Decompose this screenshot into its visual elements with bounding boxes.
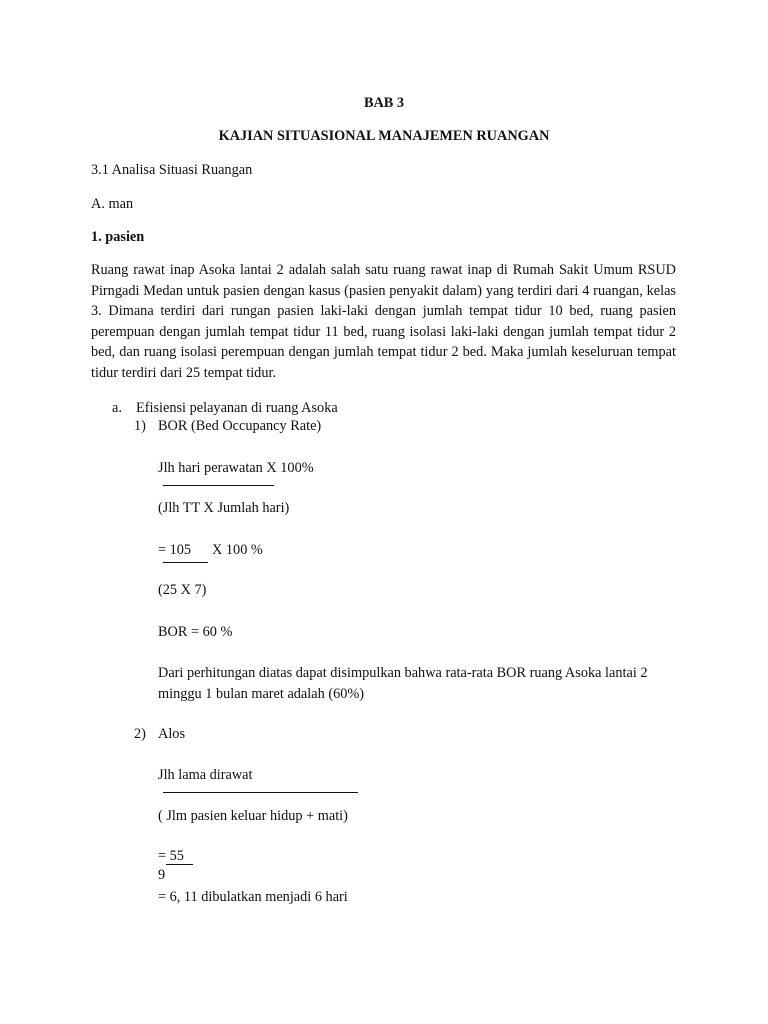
bor-fraction-line bbox=[163, 485, 274, 486]
bor-conclusion-line-2: minggu 1 bulan maret adalah (60%) bbox=[158, 686, 365, 702]
alos-calc-fraction-line bbox=[166, 864, 193, 865]
alos-title: Alos bbox=[158, 726, 186, 742]
bor-calc-fraction-line bbox=[163, 562, 208, 563]
bor-calc-denominator: (25 X 7) bbox=[158, 582, 207, 598]
body-paragraph: Ruang rawat inap Asoka lantai 2 adalah salah satu ruang rawat inap di Rumah Sakit Umum RSUD Pirngadi Medan untuk pasien dengan kasus (pasien penyakit dalam) yang terdiri dari 4 ruangan, kelas 3. Dimana terdiri dari rungan pasien laki-laki dengan jumlah tempat tidur 10 bed, ruang pasien perempuan dengan jumlah tempat tidur 11 bed, ruang isolasi laki-laki dengan jumlah tempat tidur 2 bed, dan ruang isolasi perempuan dengan jumlah tempat tidur 2 bed. Maka jumlah keseluruan tempat tidur terdiri dari 25 tempat tidur. bbox=[91, 262, 676, 381]
bor-calc-multiplier: X 100 % bbox=[212, 542, 263, 558]
list-marker-2: 2) bbox=[134, 726, 146, 742]
bor-calc-value: = 105 bbox=[158, 542, 192, 558]
list-marker-1: 1) bbox=[134, 418, 146, 434]
chapter-title: KAJIAN SITUASIONAL MANAJEMEN RUANGAN bbox=[218, 128, 550, 144]
bor-denominator: (Jlh TT X Jumlah hari) bbox=[158, 500, 290, 516]
bor-result: BOR = 60 % bbox=[158, 624, 233, 640]
alos-numerator: Jlh lama dirawat bbox=[158, 767, 253, 783]
bor-title: BOR (Bed Occupancy Rate) bbox=[158, 418, 322, 434]
subheading: 1. pasien bbox=[91, 229, 145, 245]
alos-calc-denominator: 9 bbox=[158, 867, 166, 883]
alos-calc-value: = 55 bbox=[158, 848, 184, 864]
bor-conclusion-line-1: Dari perhitungan diatas dapat disimpulkan bahwa rata-rata BOR ruang Asoka lantai 2 bbox=[158, 665, 648, 681]
bor-numerator: Jlh hari perawatan X 100% bbox=[158, 460, 314, 476]
chapter-heading: BAB 3 bbox=[363, 95, 405, 111]
alos-result: = 6, 11 dibulatkan menjadi 6 hari bbox=[158, 889, 348, 905]
alos-denominator: ( Jlm pasien keluar hidup + mati) bbox=[158, 808, 348, 824]
list-item-a-text: Efisiensi pelayanan di ruang Asoka bbox=[136, 400, 338, 416]
list-marker-a: a. bbox=[112, 400, 122, 416]
subsection-heading: A. man bbox=[91, 196, 134, 212]
alos-fraction-line bbox=[163, 792, 358, 793]
section-heading: 3.1 Analisa Situasi Ruangan bbox=[91, 162, 253, 178]
